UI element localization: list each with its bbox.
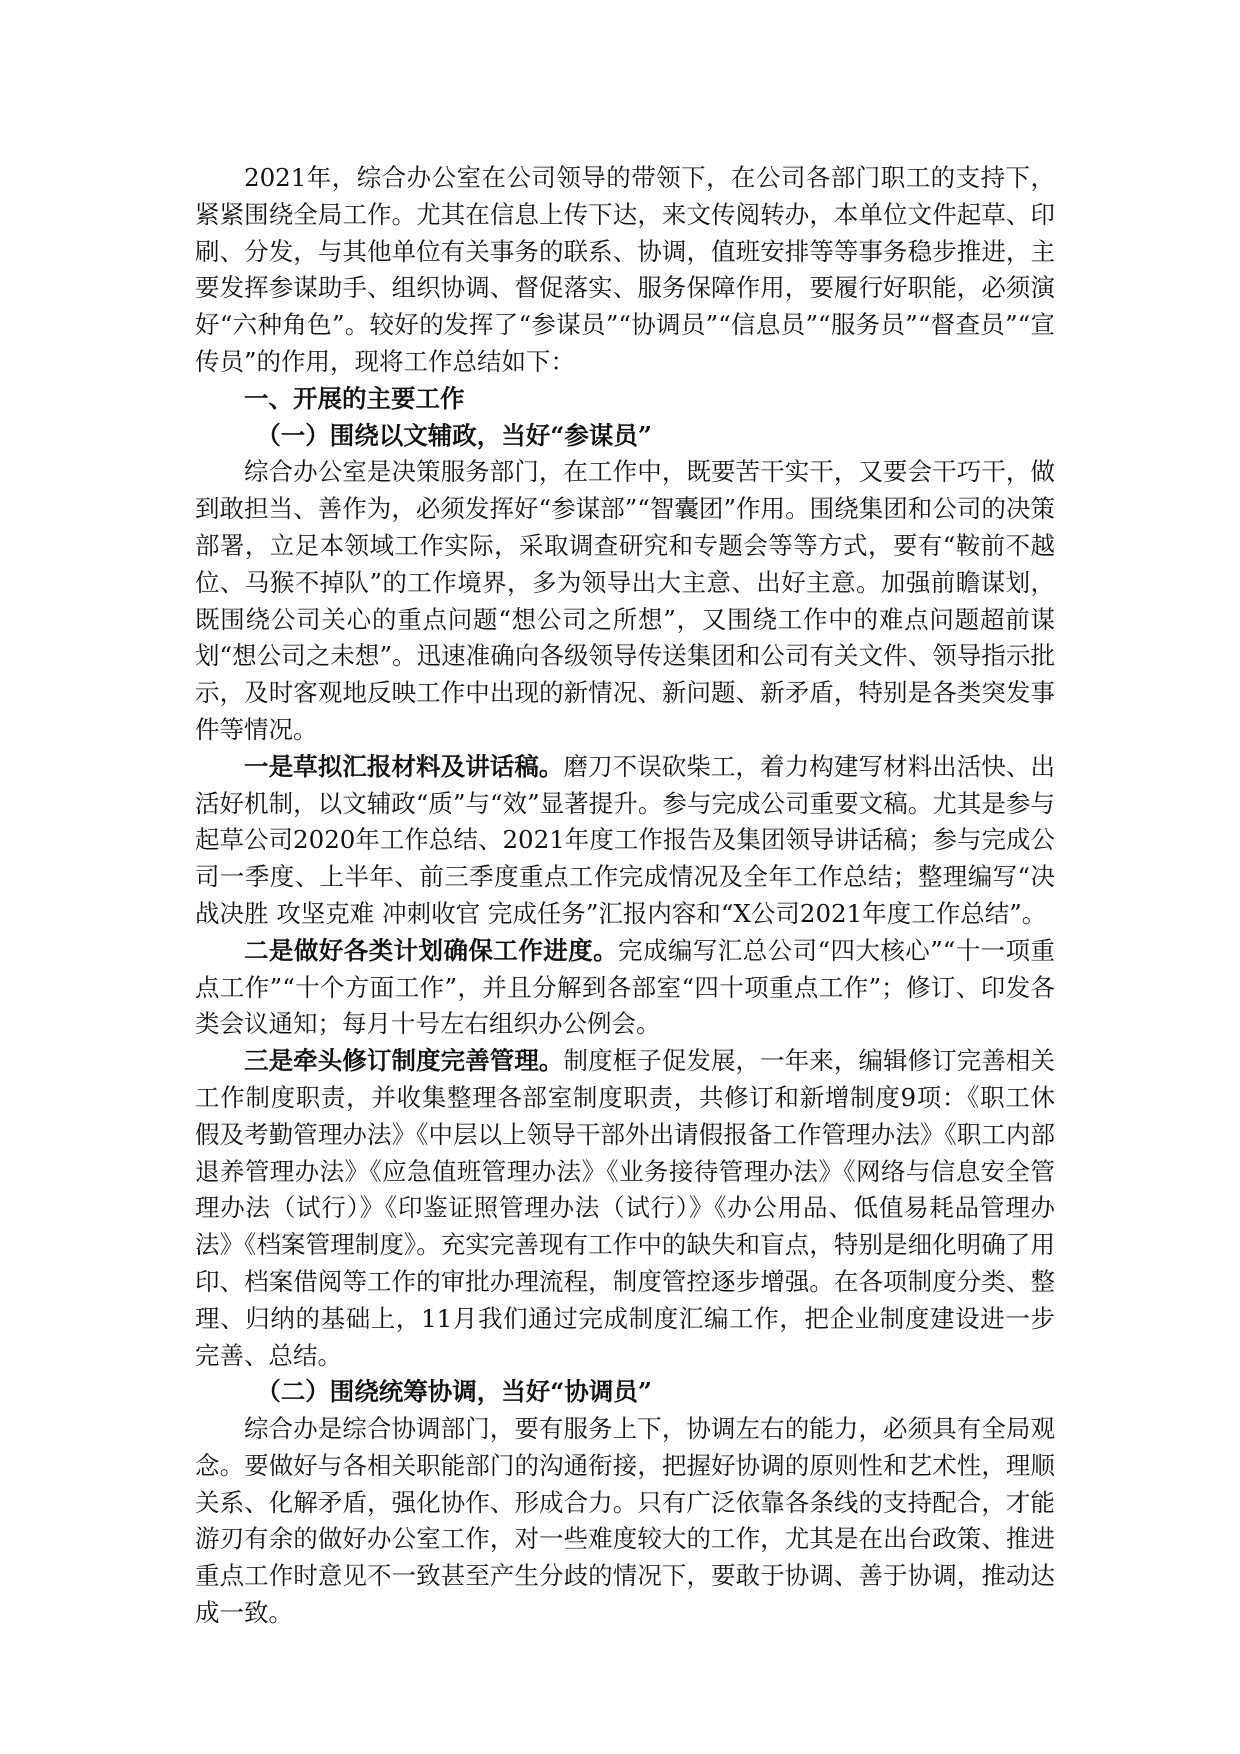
item-text: 磨刀不误砍柴工，着力构建写材料出活快、出活好机制，以文辅政“质”与“效”显著提升。参与完成公司重要文稿。尤其是参与起草公司2020年工作总结、2021年度工作报告及集团领导讲话稿；参与完成公司一季度、上半年、前三季度重点工作完成情况及全年工作总结；整理编写“决战决胜 攻坚克难 冲刺收官 完成任务”汇报内容和“X公司2021年度工作总结”。 (195, 751, 1055, 928)
advisor-paragraph: 综合办公室是决策服务部门，在工作中，既要苦干实干，又要会干巧干，做到敢担当、善作为，必须发挥好“参谋部”“智囊团”作用。围绕集团和公司的决策部署，立足本领域工作实际，采取调查研究和专题会等等方式，要有“鞍前不越位、马猴不掉队”的工作境界，多为领导出大主意、出好主意。加强前瞻谋划，既围绕公司关心的重点问题“想公司之所想”，又围绕工作中的难点问题超前谋划“想公司之未想”。迅速准确向各级领导传送集团和公司有关文件、领导指示批示，及时客观地反映工作中出现的新情况、新问题、新矛盾，特别是各类突发事件等情况。 (195, 457, 1055, 744)
document-page (195, 160, 1055, 1632)
subsection-heading-advisor: （一）围绕以文辅政，当好“参谋员” (256, 420, 652, 450)
coordinator-paragraph: 综合办是综合协调部门，要有服务上下，协调左右的能力，必须具有全局观念。要做好与各相关职能部门的沟通衔接，把握好协调的原则性和艺术性，理顺关系、化解矛盾，强化协作、形成合力。只有广泛依靠各条线的支持配合，才能游刃有余的做好办公室工作，对一些难度较大的工作，尤其是在出台政策、推进重点工作时意见不一致甚至产生分歧的情况下，要敢于协调、善于协调，推动达成一致。 (195, 1414, 1055, 1628)
subsection-heading-coordinator: （二）围绕统筹协调，当好“协调员” (256, 1377, 652, 1407)
item-lead: 三是牵头修订制度完善管理。 (244, 1046, 564, 1076)
item-plans (195, 933, 1055, 1043)
intro-paragraph: 2021年，综合办公室在公司领导的带领下，在公司各部门职工的支持下，紧紧围绕全局工作。尤其在信息上传下达，来文传阅转办，本单位文件起草、印刷、分发，与其他单位有关事务的联系、协调，值班安排等等事务稳步推进，主要发挥参谋助手、组织协调、督促落实、服务保障作用，要履行好职能，必须演好“六种角色”。较好的发挥了“参谋员”“协调员”“信息员”“服务员”“督查员”“宣传员”的作用，现将工作总结如下： (195, 163, 1055, 376)
item-text: 制度框子促发展，一年来，编辑修订完善相关工作制度职责，并收集整理各部室制度职责，共修订和新增制度9项：《职工休假及考勤管理办法》《中层以上领导干部外出请假报备工作管理办法》《职工内部退养管理办法》《应急值班管理办法》《业务接待管理办法》《网络与信息安全管理办法（试行）》《印鉴证照管理办法（试行）》《办公用品、低值易耗品管理办法》《档案管理制度》。充实完善现有工作中的缺失和盲点，特别是细化明确了用印、档案借阅等工作的审批办理流程，制度管控逐步增强。在各项制度分类、整理、归纳的基础上，11月我们通过完成制度汇编工作，把企业制度建设进一步完善、总结。 (195, 1046, 1055, 1370)
item-lead: 二是做好各类计划确保工作进度。 (244, 935, 619, 965)
item-lead: 一是草拟汇报材料及讲话稿。 (244, 751, 564, 781)
item-text: 完成编写汇总公司“四大核心”“十一项重点工作”“十个方面工作”，并且分解到各部室“四十项重点工作”；修订、印发各类会议通知；每月十号左右组织办公例会。 (195, 935, 1056, 1039)
section-heading-main-work: 一、开展的主要工作 (244, 383, 465, 413)
item-regulations (195, 1043, 1055, 1374)
item-draft-reports (195, 749, 1055, 933)
